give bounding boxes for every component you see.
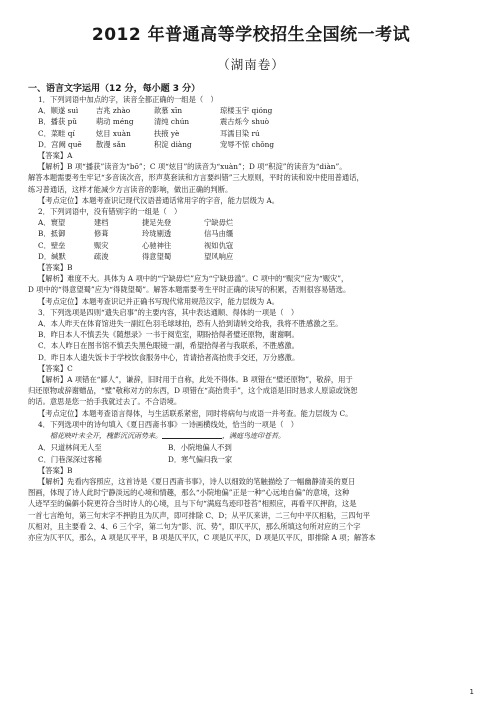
question-4-analysis — [28, 476, 474, 543]
option-word: 震古烁今 shuò — [220, 117, 270, 127]
question-1-stem: 1．下列词语中加点的字，读音全都正确的一组是（ ） — [38, 95, 218, 104]
option-word: 清纯 chún — [154, 117, 190, 127]
option-word: 赈灾 — [94, 240, 109, 250]
option-line: A．只道林间无人至 — [38, 443, 102, 453]
option-word: A．寰望 — [38, 218, 66, 228]
analysis-line: 【解析】B 项“播获”读音为“bō”；C 项“炫目”的读音为“xuàn”；D 项“积淀”的读音为“diàn”。 — [38, 162, 347, 172]
option-word: 宠辱不惊 chǒng — [220, 139, 275, 149]
option-line: D．寒气偏归我一家 — [168, 454, 233, 464]
analysis-line: 亦应为仄平仄，那么，A 项是仄平平，B 项是仄平仄，C 项是仄平仄，D 项是仄平仄，即排除 A 项；解答本 — [28, 532, 376, 542]
option-word: D．宫阙 quē — [38, 139, 82, 149]
analysis-line: 【解析】难度不大。具体为 A 项中的“宁缺毋烂”应为“宁缺毋滥”。C 项中的“赈灾”应为“赈灾”， — [38, 274, 349, 284]
question-1-answer: 【答案】A — [38, 151, 73, 161]
option-word: 吉兆 zhào — [96, 106, 131, 116]
page-number: 1 — [469, 688, 474, 696]
option-word: 修葺 — [94, 229, 109, 239]
analysis-line: 一首七言绝句，第三句末字不押韵且为仄声，即可排除 C、D；从平仄来讲，二三句中平仄相粘，三四句平 — [28, 510, 371, 520]
question-2-option — [28, 251, 474, 262]
option-word: 耳濡目染 rú — [220, 128, 260, 138]
option-word: B．抵御 — [38, 229, 66, 239]
option-word: 玲珑剔透 — [142, 229, 172, 239]
page-subtitle: （湖南卷） — [217, 57, 285, 72]
question-2-analysis — [28, 273, 474, 295]
analysis-line: 人迹罕至的偏僻小院更符合当时诗人的心境，且与下句“满庭鸟迹印苍苔”相照应，再看平仄押韵，这是 — [28, 499, 357, 509]
question-3-option: C．本人昨日在图书馆不慎丢失黑色眼镜一副，希望拾得者与我联系，不胜感激。 — [38, 341, 299, 351]
analysis-line: 的话。意思是您一抬手我就过去了。不合语境。 — [28, 397, 182, 407]
option-word: 歆慕 xīn — [154, 106, 183, 116]
question-2-answer: 【答案】B — [38, 263, 73, 273]
question-4-stem: 4．下列选项中的诗句填入《夏日西斋书事》一诗画横线处，恰当的一项是（ ） — [38, 419, 299, 429]
option-word: 积淀 diàng — [154, 139, 192, 149]
option-line: C．门巷深深过客稀 — [38, 454, 102, 464]
analysis-line: D 项中的“得意望蜀”应为“得陇望蜀”。解答本题需要考生平时正确的读写的积累，否则很容易错选。 — [28, 285, 351, 295]
analysis-line: 练习普通话，这样才能减少方言读音的影响，做出正确的判断。 — [28, 184, 233, 194]
question-2-stem: 2．下列词语中，没有错别字的一组是（ ） — [38, 207, 182, 217]
question-3-answer: 【答案】C — [38, 363, 73, 373]
option-word: 信马由缰 — [204, 229, 234, 239]
page-title: 2012 年普通高等学校招生全国统一考试 — [91, 25, 411, 45]
question-4-option — [28, 442, 474, 453]
option-word: 得意望蜀 — [142, 251, 172, 261]
question-2-option — [28, 217, 474, 228]
option-word: A．顺遂 suì — [38, 106, 79, 116]
analysis-line: 【解析】A 项错在“鄙人”，谦辞，旧时用于自称，此处不得体。B 项错在“璧还原物”，敬辞，用于 — [38, 375, 353, 385]
option-word: C．壁垒 — [38, 240, 66, 250]
option-word: 萌动 méng — [96, 117, 134, 127]
analysis-line: 解答本题需要考生牢记“多音读次音，形声莫套读和方言要纠错”三大原则，平时的读和说中使用普通话， — [28, 173, 364, 183]
fill-blank — [162, 430, 222, 439]
analysis-line: 【解析】先看内容照应，这首诗是《夏日西斋书事》，诗人以细致的笔触描绘了一幅幽静清美的夏日 — [38, 476, 356, 486]
option-word: 炫目 xuàn — [96, 128, 131, 138]
poem-after: ，满庭鸟迹印苍苔。 — [222, 432, 285, 441]
question-2-option — [28, 228, 474, 239]
poem-before: 榴花映叶未全开，槐影沉沉雨势来。 — [50, 432, 162, 441]
option-line: B．小院地偏人不到 — [168, 443, 232, 453]
section-heading: 一、语言文字运用（12 分，每小题 3 分） — [28, 84, 201, 94]
option-word: 扶掖 yè — [154, 128, 180, 138]
question-2-option — [28, 240, 474, 251]
option-word: 琼楼玉宇 qióng — [220, 106, 273, 116]
option-word: 望风响应 — [204, 251, 234, 261]
option-word: B．播获 pǔ — [38, 117, 77, 127]
option-word: 捷足先登 — [142, 218, 172, 228]
option-word: D．缄默 — [38, 251, 66, 261]
poem-line — [28, 430, 474, 442]
question-1-option — [28, 105, 474, 116]
analysis-line: 归还原物或辞谢赠品，“璧”敬称对方的东西，D 项错在“高抬贵手”，这个成语是旧时恳求人原谅或饶恕 — [28, 386, 358, 396]
analysis-line: 图画，体现了诗人此时宁静淡远的心境和情趣，那么“小院地偏”正是一种“心远地自偏”的意境，这种 — [28, 488, 350, 498]
question-2-point: 【考点定位】本题考查识记并正确书写现代常用规范汉字，能力层级为 A。 — [38, 296, 280, 306]
option-word: 疏浚 — [94, 251, 109, 261]
question-4-option — [28, 454, 474, 465]
option-word: 视如仇寇 — [204, 240, 234, 250]
question-1-point: 【考点定位】本题考查识记现代汉语普通话常用字的字音，能力层级为 A。 — [38, 195, 280, 205]
question-3-option: A．本人昨天在体育馆进失一副红色羽毛球球拍，恐有人拾到请转交给我，我将不胜感激之至。 — [38, 319, 343, 329]
question-3-analysis — [28, 374, 474, 408]
option-word: 散漫 sǎn — [96, 139, 126, 149]
question-4-answer: 【答案】B — [38, 465, 73, 475]
question-1-option — [28, 116, 474, 127]
analysis-line: 仄相对，且主要看 2、4、6 三个字，第二句为“影、沉、势”，即仄平仄，那么所填这句所对应的三个字 — [28, 521, 361, 531]
option-word: 建档 — [94, 218, 109, 228]
option-word: 宁缺毋烂 — [204, 218, 234, 228]
question-1-option — [28, 128, 474, 139]
option-word: 心驰神往 — [142, 240, 172, 250]
question-3-option: B．昨日本人不慎丢失《随想录》一书于阅览室，期盼拾得者璧还原物，谢谢啊。 — [38, 330, 299, 340]
option-word: C．菜畦 qí — [38, 128, 75, 138]
question-3-stem: 3．下列选项是四则“遗失启事”的主要内容，其中表达通顺、得体的一项是（ ） — [38, 307, 299, 317]
question-3-option: D．昨日本人遗失饭卡于学校饮食服务中心，肯请拾者高抬贵手交还，万分感激。 — [38, 352, 300, 362]
question-1-option — [28, 139, 474, 150]
question-1-analysis — [28, 161, 474, 195]
question-3-point: 【考点定位】本题考查语言得体，与生活联系紧密，同时将病句与成语一并考查。能力层级为 C。 — [38, 408, 353, 418]
